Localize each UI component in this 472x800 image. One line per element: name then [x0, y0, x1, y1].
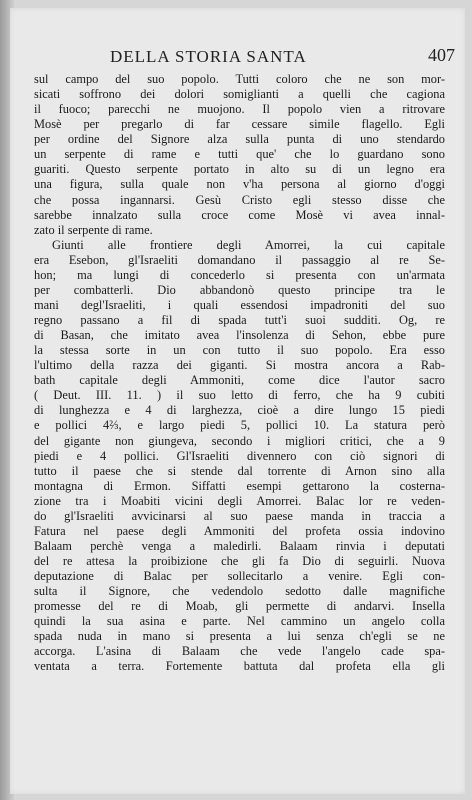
- text-line: promesse del re di Moab, gli permette di andarvi. Insella: [34, 599, 445, 614]
- text-line: zione tra i Moabiti vicini degli Amorrei. Balac lor re veden-: [34, 493, 445, 508]
- running-title: DELLA STORIA SANTA: [110, 47, 307, 66]
- text-line: accorga. L'asina di Balaam che vede l'angelo cade spa-: [34, 644, 445, 659]
- text-line: sarebbe innalzato sulla croce come Mosè vi avea innal-: [34, 207, 445, 222]
- text-line: deputazione di Balac per sollecitarlo a venire. Egli con-: [34, 569, 445, 584]
- text-line: quindi la sua asina e parte. Nel cammino un angelo colla: [34, 614, 445, 629]
- text-line: sicati soffrono dei dolori somiglianti a quelli che cagiona: [34, 87, 445, 102]
- text-line: per combatterli. Dio abbandonò questo principe tra le: [34, 282, 445, 297]
- text-line: hon; ma lungi di concederlo si presenta con un'armata: [34, 267, 445, 282]
- text-line: il fuoco; parecchi ne muojono. Il popolo vien a ritrovare: [34, 102, 445, 117]
- text-line: l'ultimo della razza dei giganti. Si mostra ancora a Rab-: [34, 358, 445, 373]
- text-line: montagna di Ermon. Siffatti esempi gettarono la costerna-: [34, 478, 445, 493]
- text-line: del gigante non giungeva, secondo i migliori critici, che a 9: [34, 433, 445, 448]
- text-line: di lunghezza e 4 di larghezza, cioè a dire lungo 15 piedi: [34, 403, 445, 418]
- text-line: sul campo del suo popolo. Tutti coloro che ne son mor-: [34, 72, 445, 86]
- text-line: era Esebon, gl'Israeliti domandano il passaggio al re Se-: [34, 252, 445, 267]
- text-line: che possa ingannarsi. Gesù Cristo egli stesso disse che: [34, 192, 445, 207]
- text-line: Giunti alle frontiere degli Amorrei, la cui capitale: [52, 237, 445, 252]
- page-header: [110, 47, 455, 71]
- text-line: per ordine del Signore alza sulla punta di uno stendardo: [34, 132, 445, 147]
- text-line: piedi e 4 pollici. Gl'Israeliti divennero con ciò signori di: [34, 448, 445, 463]
- text-line: ventata a terra. Fortemente battuta dal profeta ella gli: [34, 659, 445, 674]
- text-line: bath capitale degli Ammoniti, come dice l'autor sacro: [34, 373, 445, 388]
- text-line: Mosè per pregarlo di far cessare simile flagello. Egli: [34, 117, 445, 132]
- text-line: Balaam perchè venga a maledirli. Balaam rinvia i deputati: [34, 538, 445, 553]
- text-line: e pollici 4⅔, e largo piedi 5, pollici 10. La statura però: [34, 418, 445, 433]
- text-line: tutto il paese che si stende dal torrente di Arnon sino alla: [34, 463, 445, 478]
- text-line: del re attesa la proibizione che gli fa Dio di seguirli. Nuova: [34, 554, 445, 568]
- text-line: mani degl'Israeliti, i quali essendosi impadroniti del suo: [34, 297, 445, 312]
- body-text: [34, 72, 445, 675]
- text-line: di Basan, che imitato avea l'insolenza di Sehon, ebbe pure: [34, 328, 445, 343]
- text-line: regno passano a fil di spada tutt'i suoi sudditi. Og, re: [34, 313, 445, 327]
- text-line: do gl'Israeliti avvicinarsi al suo paese manda in traccia a: [34, 508, 445, 523]
- text-line: ( Deut. III. 11. ) il suo letto di ferro, che ha 9 cubiti: [34, 388, 445, 403]
- page-number: 407: [428, 45, 455, 65]
- text-line: guariti. Questo serpente portato in alto su di un legno era: [34, 162, 445, 177]
- text-line: spada nuda in mano si presenta a lui senza ch'egli se ne: [34, 629, 445, 644]
- text-line: un serpente di rame e tutti que' che lo guardano sono: [34, 147, 445, 162]
- text-line: zato il serpente di rame.: [34, 222, 153, 237]
- text-line: la stessa sorte in un con tutto il suo popolo. Era esso: [34, 343, 445, 358]
- text-line: sulta il Signore, che vedendolo sedotto dalle magnifiche: [34, 584, 445, 599]
- text-line: una figura, sulla quale non v'ha persona al giorno d'oggi: [34, 177, 445, 192]
- text-line: Fatura nel paese degli Ammoniti del profeta ossia indovino: [34, 523, 445, 538]
